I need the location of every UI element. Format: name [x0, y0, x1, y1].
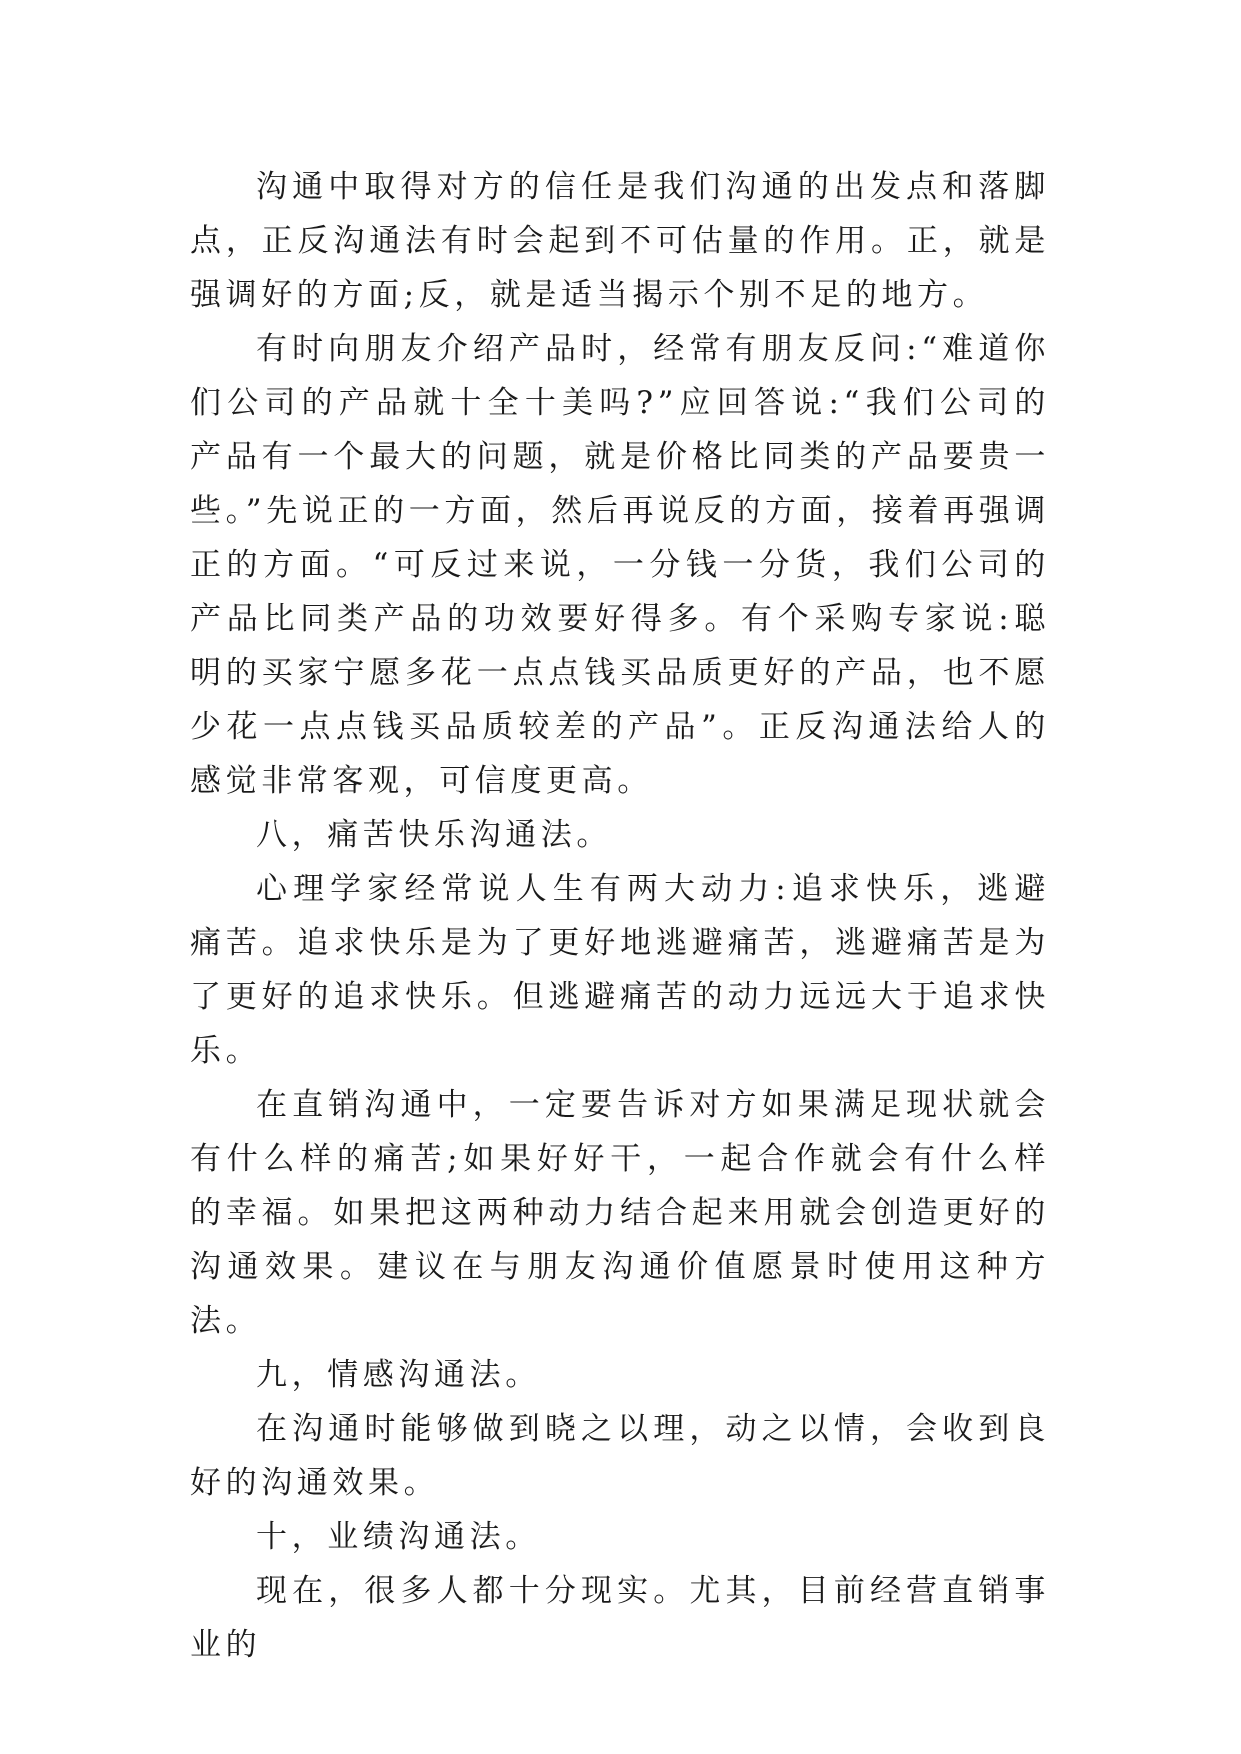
paragraph-direct-sales: 在直销沟通中，一定要告诉对方如果满足现状就会有什么样的痛苦;如果好好干，一起合作就会有什么样的幸福。如果把这两种动力结合起来用就会创造更好的沟通效果。建议在与朋友沟通价值愿景时使用这种方法。	[190, 1087, 1050, 1339]
paragraph-emotion: 在沟通时能够做到晓之以理，动之以情，会收到良好的沟通效果。	[190, 1411, 1050, 1501]
section-heading-nine: 九，情感沟通法。	[256, 1357, 541, 1393]
section-heading-ten: 十，业绩沟通法。	[256, 1519, 541, 1555]
paragraph-psychology: 心理学家经常说人生有两大动力:追求快乐，逃避痛苦。追求快乐是为了更好地逃避痛苦，逃避痛苦是为了更好的追求快乐。但逃避痛苦的动力远远大于追求快乐。	[190, 871, 1050, 1069]
paragraph-performance: 现在，很多人都十分现实。尤其，目前经营直销事业的	[190, 1573, 1050, 1663]
section-heading-eight: 八，痛苦快乐沟通法。	[256, 817, 612, 853]
document-body	[190, 160, 1050, 1672]
paragraph-trust: 沟通中取得对方的信任是我们沟通的出发点和落脚点，正反沟通法有时会起到不可估量的作用。正，就是强调好的方面;反，就是适当揭示个别不足的地方。	[190, 169, 1050, 313]
paragraph-product-example: 有时向朋友介绍产品时，经常有朋友反问:“难道你们公司的产品就十全十美吗?”应回答说:“我们公司的产品有一个最大的问题，就是价格比同类的产品要贵一些。”先说正的一方面，然后再说反的方面，接着再强调正的方面。“可反过来说，一分钱一分货，我们公司的产品比同类产品的功效要好得多。有个采购专家说:聪明的买家宁愿多花一点点钱买品质更好的产品，也不愿少花一点点钱买品质较差的产品”。正反沟通法给人的感觉非常客观，可信度更高。	[190, 331, 1050, 799]
